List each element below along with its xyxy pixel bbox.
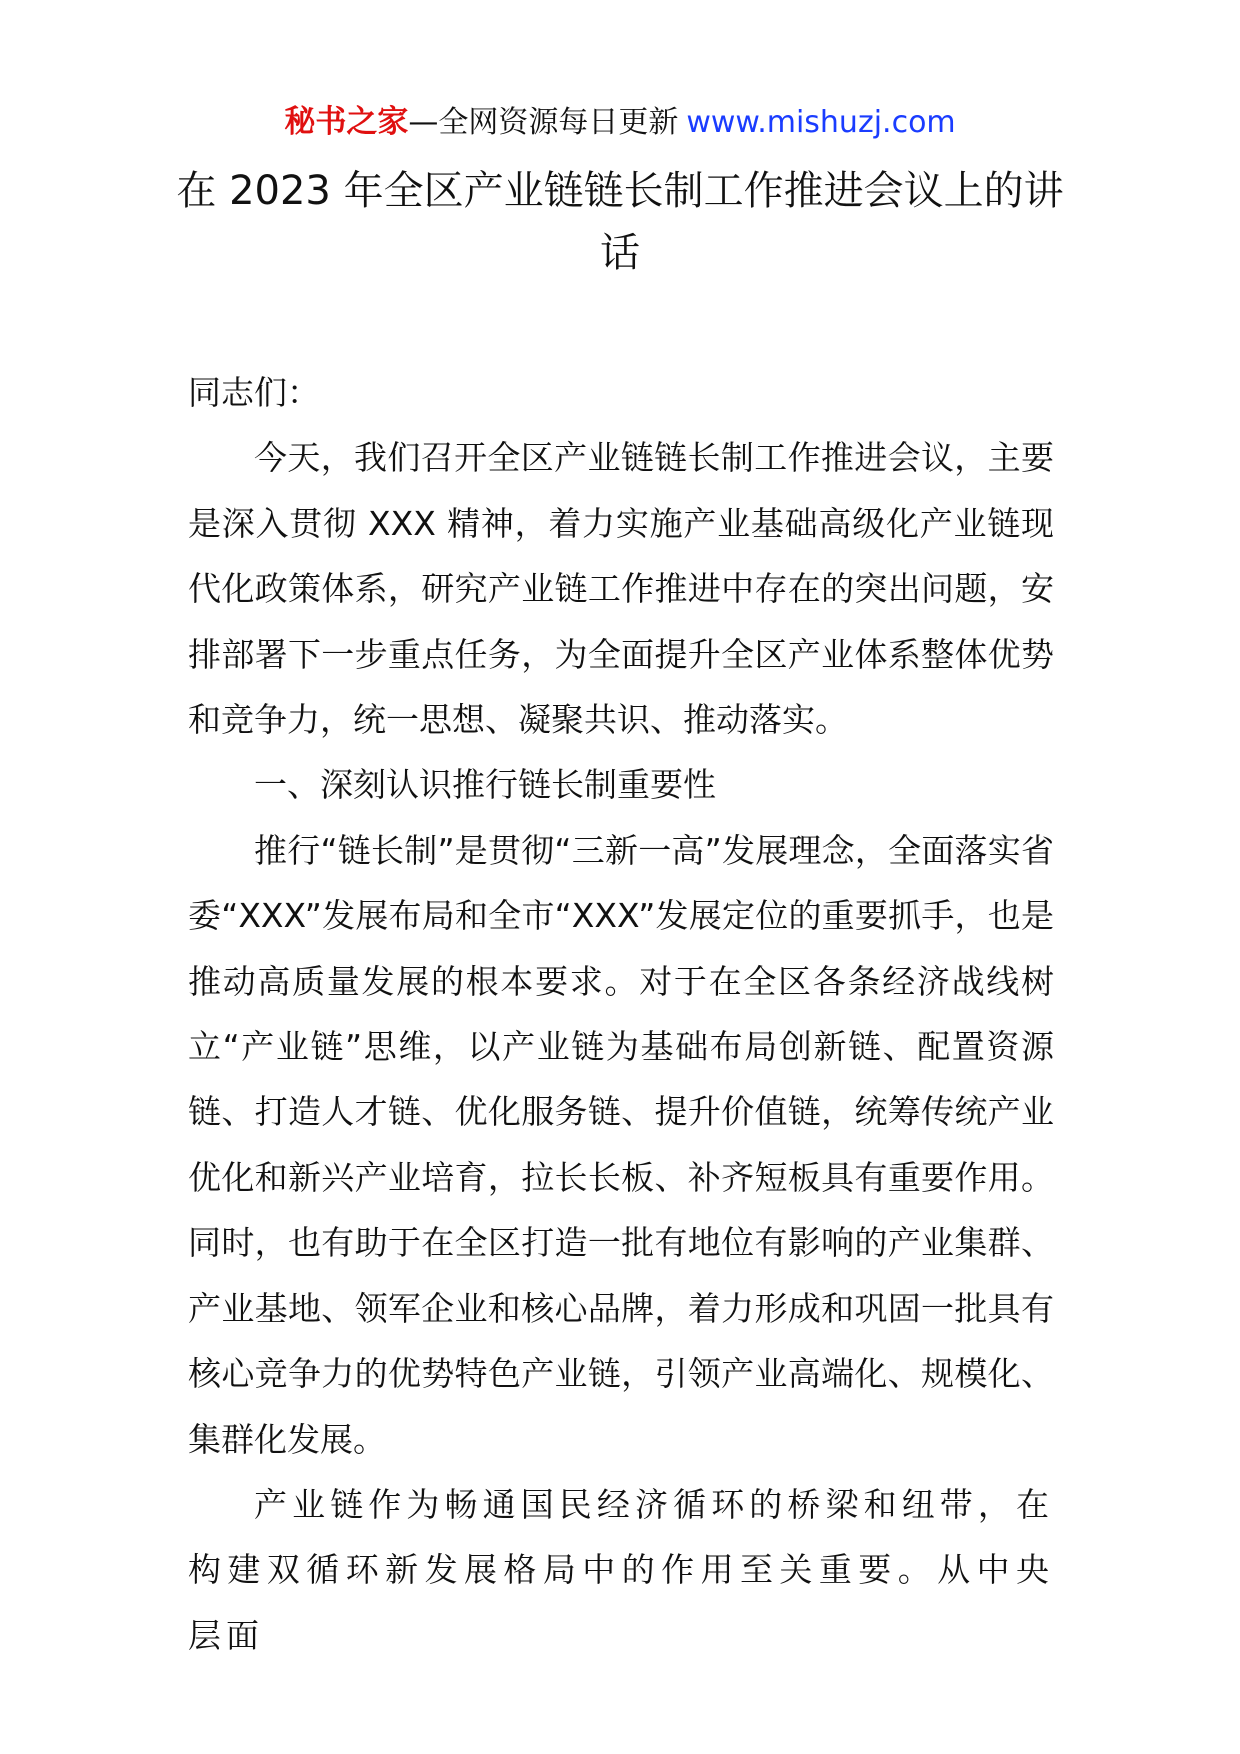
section-heading-1: 一、深刻认识推行链长制重要性 xyxy=(254,765,716,805)
site-brand: 秘书之家 xyxy=(284,104,409,140)
document-body xyxy=(188,360,1054,1668)
paragraph-link-chain-importance: 推行“链长制”是贯彻“三新一高”发展理念，全面落实省委“XXX”发展布局和全市“XXX”发展定位的重要抓手，也是推动高质量发展的根本要求。对于在全区各条经济战线树立“产业链”思维，以产业链为基础布局创新链、配置资源链、打造人才链、优化服务链、提升价值链，统筹传统产业优化和新兴产业培育，拉长长板、补齐短板具有重要作用。同时，也有助于在全区打造一批有地位有影响的产业集群、产业基地、领军企业和核心品牌，着力形成和巩固一批具有核心竞争力的优势特色产业链，引领产业高端化、规模化、集群化发展。 xyxy=(188,830,1054,1459)
paragraph-industry-chain-role: 产业链作为畅通国民经济循环的桥梁和纽带，在构建双循环新发展格局中的作用至关重要。从中央层面 xyxy=(188,1484,1054,1655)
salutation: 同志们： xyxy=(188,373,320,412)
site-url-link[interactable]: www.mishuzj.com xyxy=(686,105,956,140)
paragraph-intro: 今天，我们召开全区产业链链长制工作推进会议，主要是深入贯彻 XXX 精神，着力实施产业基础高级化产业链现代化政策体系，研究产业链工作推进中存在的突出问题，安排部署下一步重点任务，为全面提升全区产业体系整体优势和竞争力，统一思想、凝聚共识、推动落实。 xyxy=(188,438,1054,740)
document-title: 在 2023 年全区产业链链长制工作推进会议上的讲话 xyxy=(176,168,1064,276)
site-header xyxy=(0,100,1240,145)
site-tagline: —全网资源每日更新 xyxy=(408,105,679,140)
